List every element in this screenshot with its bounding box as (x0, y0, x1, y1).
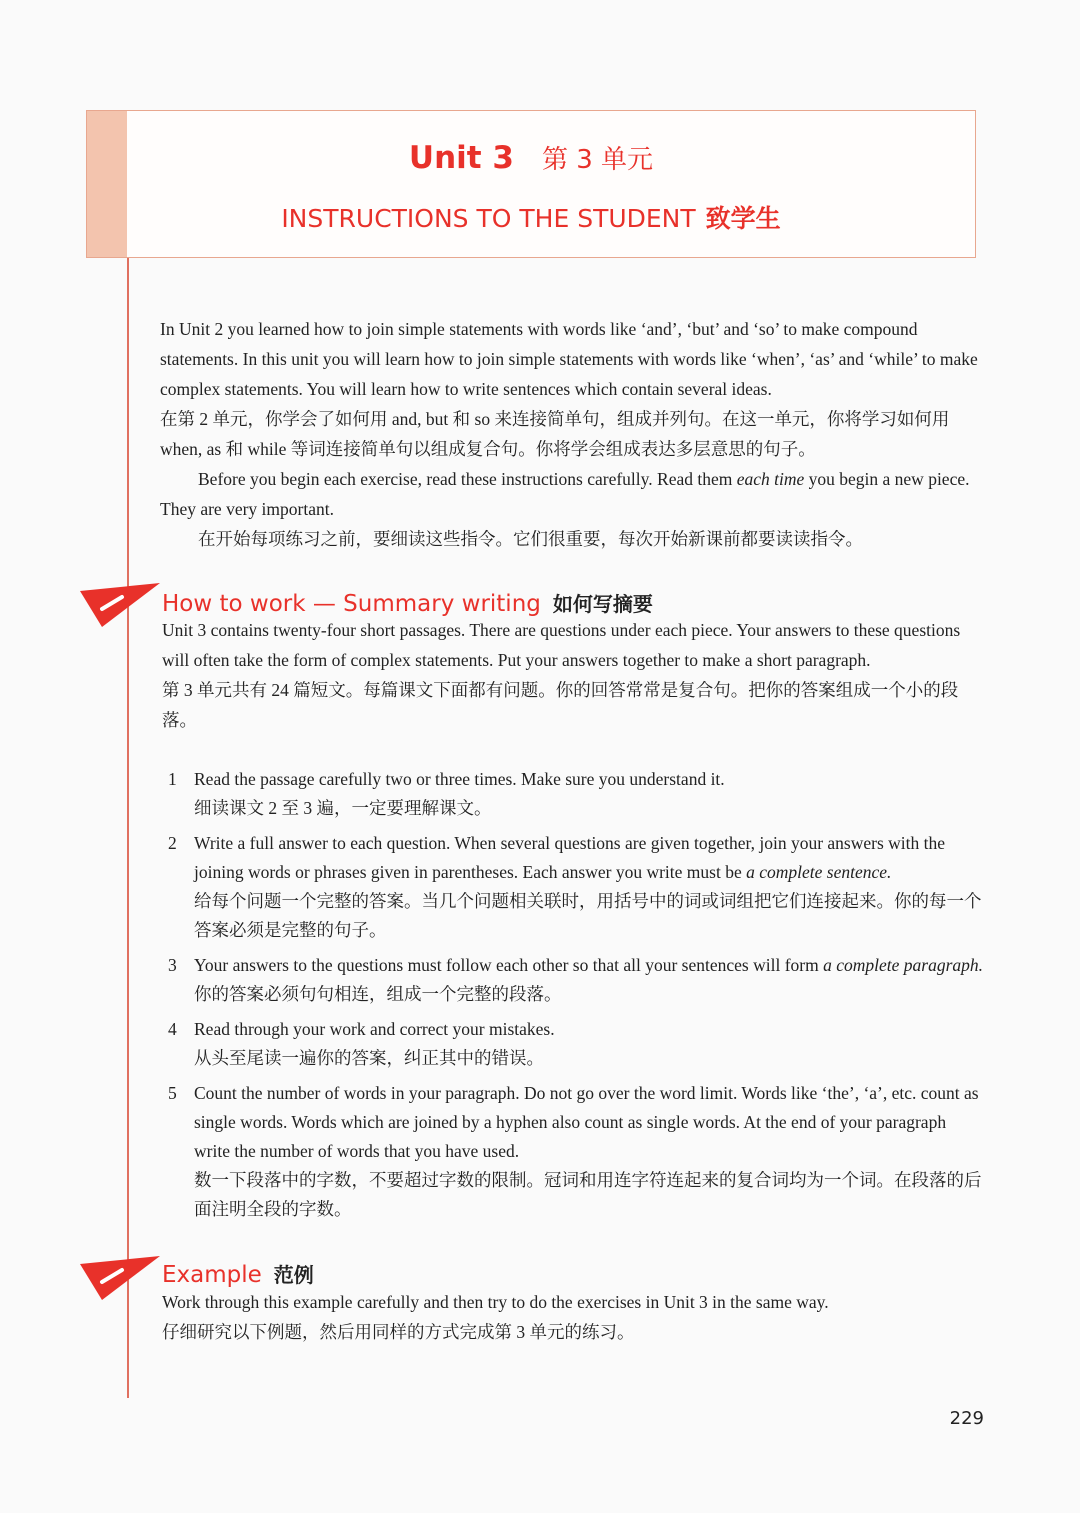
instructions-paragraph-cn: 在开始每项练习之前，要细读这些指令。它们很重要，每次开始新课前都要读读指令。 (198, 529, 863, 549)
instruction-step (168, 951, 983, 1009)
unit-title-en: Unit 3 (408, 140, 514, 176)
how-to-work-paragraph-cn: 第 3 单元共有 24 篇短文。每篇课文下面都有问题。你的回答常常是复合句。把你的答案组成一个小的段落。 (162, 680, 959, 730)
pen-marker-icon (80, 1256, 160, 1300)
unit-subtitle-en: INSTRUCTIONS TO THE STUDENT (281, 204, 696, 233)
unit-title-cn: 第 3 单元 (541, 145, 654, 175)
step-number: 2 (168, 833, 177, 853)
section-title-example-cn: 范例 (273, 1263, 314, 1287)
step-number: 5 (168, 1083, 177, 1103)
instructions-paragraph-en (160, 464, 980, 524)
section-title-example-en: Example (162, 1262, 262, 1288)
step-number: 4 (168, 1019, 177, 1039)
unit-header (86, 110, 976, 258)
unit-title (87, 139, 975, 176)
margin-rule (127, 110, 129, 1398)
example-body (162, 1287, 982, 1347)
intro-section (160, 314, 980, 554)
instruction-steps-list (168, 765, 983, 1224)
page-number: 229 (949, 1408, 984, 1429)
how-to-work-body (162, 615, 982, 735)
step-text-en-emphasis: a complete paragraph. (823, 955, 984, 975)
instruction-step (168, 1079, 983, 1224)
example-paragraph-en: Work through this example carefully and then try to do the exercises in Unit 3 in the same way. (162, 1292, 829, 1312)
unit-subtitle (87, 199, 975, 235)
step-text-cn: 数一下段落中的字数，不要超过字数的限制。冠词和用连字符连起来的复合词均为一个词。在段落的后面注明全段的字数。 (194, 1170, 982, 1219)
section-title-how-to-work-en: How to work — Summary writing (162, 591, 541, 617)
step-text-en: Count the number of words in your paragraph. Do not go over the word limit. Words like ‘the’, ‘a’, etc. count as single words. Words which are joined by a hyphen also count as single words. At the end of your paragraph write the number of words that you have used. (194, 1083, 979, 1161)
step-text-cn: 细读课文 2 至 3 遍，一定要理解课文。 (194, 798, 492, 818)
instructions-emphasis: each time (736, 469, 805, 489)
section-title-how-to-work (162, 588, 653, 617)
intro-paragraph-en: In Unit 2 you learned how to join simple statements with words like ‘and’, ‘but’ and ‘so’ to make compound statements. In this unit you will learn how to join simple statements with words like ‘when’, ‘as’ and ‘while’ to make complex statements. You will learn how to write sentences which contain several ideas. (160, 319, 978, 399)
step-text-cn: 你的答案必须句句相连，组成一个完整的段落。 (194, 984, 562, 1004)
intro-paragraph-cn: 在第 2 单元，你学会了如何用 and, but 和 so 来连接简单句，组成并列句。在这一单元，你将学习如何用 when, as 和 while 等词连接简单句以组成复合句。你将学会组成表达多层意思的句子。 (160, 409, 950, 459)
step-text-en: Read the passage carefully two or three times. Make sure you understand it. (194, 769, 725, 789)
step-number: 1 (168, 769, 177, 789)
step-text-cn: 给每个问题一个完整的答案。当几个问题相关联时，用括号中的词或词组把它们连接起来。你的每一个答案必须是完整的句子。 (194, 891, 982, 940)
example-paragraph-cn: 仔细研究以下例题，然后用同样的方式完成第 3 单元的练习。 (162, 1322, 635, 1342)
instruction-step (168, 1015, 983, 1073)
header-color-band (87, 111, 127, 257)
step-text-en: Read through your work and correct your mistakes. (194, 1019, 555, 1039)
step-text-en (194, 951, 983, 980)
section-title-how-to-work-cn: 如何写摘要 (552, 592, 653, 616)
instructions-text-a: Before you begin each exercise, read these instructions carefully. Read them (198, 469, 737, 489)
how-to-work-paragraph-en: Unit 3 contains twenty-four short passages. There are questions under each piece. Your answers to these questions will often take the form of complex statements. Put your answers together to make a short paragraph. (162, 620, 961, 670)
step-text-en-emphasis: a complete sentence. (746, 862, 892, 882)
pen-marker-icon (80, 583, 160, 627)
instruction-step (168, 829, 983, 945)
instruction-step (168, 765, 983, 823)
step-text-en-main: Your answers to the questions must follow each other so that all your sentences will form (194, 955, 824, 975)
step-text-en (194, 829, 983, 887)
step-text-cn: 从头至尾读一遍你的答案，纠正其中的错误。 (194, 1048, 544, 1068)
section-title-example (162, 1259, 314, 1288)
step-text-en-main: Write a full answer to each question. When several questions are given together, join your answers with the joining words or phrases given in parentheses. Each answer you write must be (194, 833, 946, 882)
step-number: 3 (168, 955, 177, 975)
unit-subtitle-cn: 致学生 (705, 204, 781, 233)
instructions-text-b: you begin a new piece. They are very important. (160, 469, 970, 519)
